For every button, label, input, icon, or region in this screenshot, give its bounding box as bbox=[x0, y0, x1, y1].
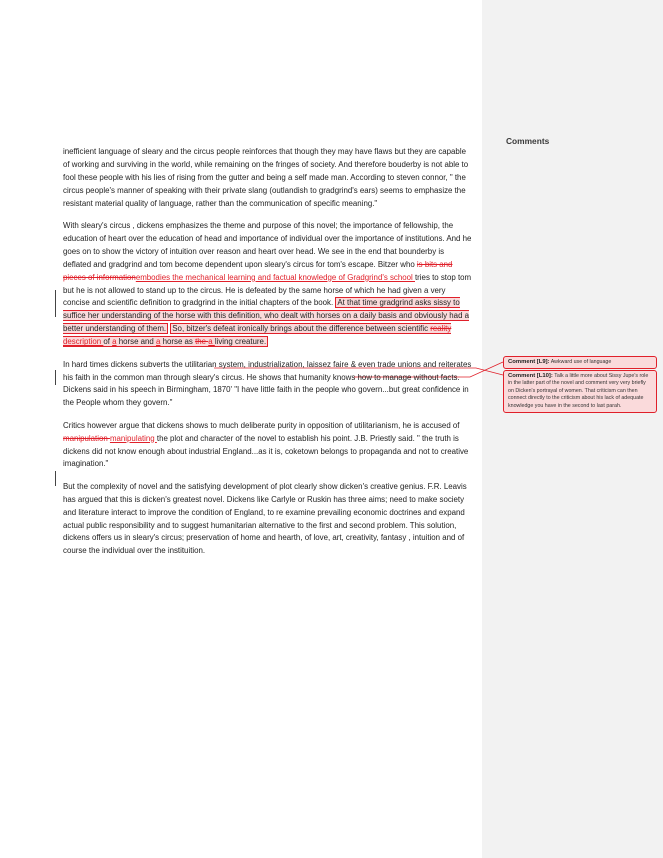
inserted-text[interactable]: embodies the mechanical learning and factual knowledge of Gradgrind's school bbox=[135, 272, 415, 282]
inserted-text[interactable]: manipulating bbox=[109, 433, 157, 443]
inserted-text[interactable]: a bbox=[112, 337, 117, 347]
change-bar bbox=[55, 471, 56, 486]
paragraph-1: inefficient language of sleary and the circus people reinforces that though they may have flaws but they are capable of working and surviving in the world, while remaining on the fringes of society. And therefore bouderby is not able to fool these people with his lies of rising from the gutter and being a self made man. According to steven connor, " the circus people's manner of speaking with their private slang (outlandish to gradgrind's ears) seems to emphasize the resistant material quality of language, rather than the communication of specific meaning." bbox=[63, 147, 469, 208]
inserted-text[interactable]: a bbox=[208, 337, 215, 347]
inserted-text[interactable]: a bbox=[156, 337, 161, 347]
comment-highlight-l10[interactable]: So, bitzer's defeat ironically brings about the difference between scientific reality description of a horse and a horse as the a living creature. bbox=[63, 324, 452, 347]
comment-label: Comment [L9]: bbox=[508, 359, 550, 365]
comment-l10[interactable] bbox=[503, 370, 657, 413]
comment-highlight-l9[interactable]: At that time gradgrind asks sissy to suffice her understanding of the horse with this definition, who dealt with horses on a daily basis and obviously had a better understanding of them. bbox=[63, 298, 470, 334]
paragraph-2: With sleary's circus , dickens emphasizes the theme and purpose of this novel; the importance of fellowship, the education of heart over the education of head and importance of individual over the importance of institutions. And he goes on to show the victory of intuition over reason and heart over head. We see in the end that bounderby is deflated and gradgrind and tom become dependent upon sleary's circus for tom's escape. Bitzer who is bits and pieces of informationembodies the mechanical learning and factual knowledge of Gradgrind's school tries to stop tom but he is not allowed to stand up to the circus. He is defeated by the same horse of which he had given a very concise and scientific definition to gradgrind in the initial chapters of the book. At that time gradgrind asks sissy to suffice her understanding of the horse with this definition, who dealt with horses on a daily basis and obviously had a better understanding of them. So, bitzer's defeat ironically brings about the difference between scientific reality description of a horse and a horse as the a living creature. bbox=[63, 221, 472, 347]
paragraph-5: But the complexity of novel and the satisfying development of plot clearly show dicken's creative genius. F.R. Leavis has argued that this is dicken's greatest novel. Dickens like Carlyle or Ruskin has three aims; need to make society and literature interact to improve the condition of England, to re examine prevailing economic doctrines and expand actual public responsibility and to suggest humanitarian alternative to the first and second problem. This solution, dickens offers us in sleary's circus; preservation of home and hearth, of love, art, creativity, fantasy , intuition and of course the individual over the instituition. bbox=[63, 481, 467, 556]
comment-text: Talk a little more about Sissy Jupe's role in the latter part of the novel and comment very very briefly on Dicken's portrayal of women. That criticism can then connect directly to the criticism about his lack of adequate knowledge you have in the second to last parah. bbox=[508, 373, 649, 409]
comment-label: Comment [L10]: bbox=[508, 373, 553, 379]
inserted-text[interactable]: description bbox=[63, 337, 104, 347]
deleted-text[interactable]: the bbox=[195, 337, 209, 347]
document-body bbox=[63, 146, 473, 568]
deleted-text[interactable]: is bits and pieces of information bbox=[63, 259, 453, 282]
change-bar bbox=[55, 290, 56, 317]
paragraph-3: In hard times dickens subverts the utilitarian system, industrialization, laissez faire & even trade unions and reiterates his faith in the common man through sleary's circus. He shows that humanity knows how to manage without facts. Dickens said in his speech in Birmingham, 1870' "I have little faith in the people who govern...but great confidence in the People whom they govern." bbox=[63, 359, 472, 408]
deleted-text[interactable]: reality bbox=[430, 324, 452, 334]
markup-pane-title: Comments bbox=[506, 136, 550, 146]
comment-text: Awkward use of language bbox=[550, 359, 612, 365]
change-bar bbox=[55, 370, 56, 385]
deleted-text[interactable]: manipulation bbox=[63, 433, 110, 443]
comment-l9[interactable] bbox=[503, 356, 657, 369]
paragraph-4: Critics however argue that dickens shows to much deliberate purity in opposition of utilitarianism, he is accused of manipulation manipulating the plot and character of the novel to establish his point. J.B. Priestly said. " the truth is dickens did not know enough about industrial England...as it is, coketown belongs to propaganda and not to creative imagination." bbox=[63, 420, 469, 469]
